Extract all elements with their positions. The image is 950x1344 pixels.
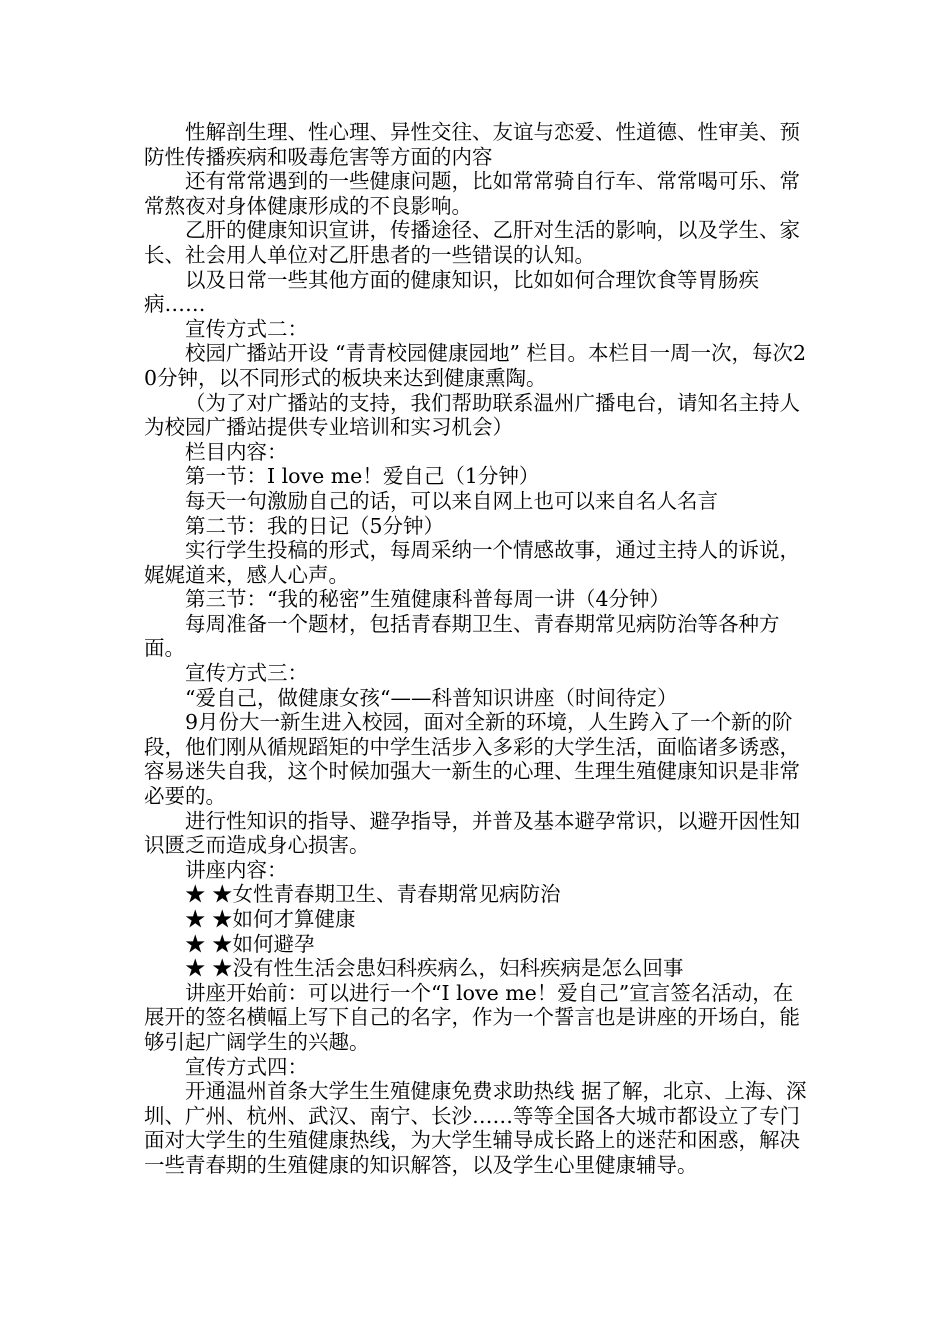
section-label: 栏目内容： xyxy=(185,439,288,464)
paragraph: 第二节：我的日记（5分钟） xyxy=(185,513,445,538)
paragraph: （为了对广播站的支持，我们帮助联系温州广播电台，请知名主持人为校园广播站提供专业培训和实习机会） xyxy=(144,390,800,440)
list-item: ★ ★如何避孕 xyxy=(185,931,315,956)
paragraph: 性解剖生理、性心理、异性交往、友谊与恋爱、性道德、性审美、预防性传播疾病和吸毒危害等方面的内容 xyxy=(144,120,800,169)
paragraph: 进行性知识的指导、避孕指导，并普及基本避孕常识，以避开因性知识匮乏而造成身心损害。 xyxy=(144,808,800,858)
paragraph: 还有常常遇到的一些健康问题，比如常常骑自行车、常常喝可乐、常常熬夜对身体健康形成的不良影响。 xyxy=(144,169,800,218)
section-heading: 宣传方式二： xyxy=(185,316,308,341)
list-item: ★ ★没有性生活会患妇科疾病么，妇科疾病是怎么回事 xyxy=(185,956,684,981)
section-heading: 宣传方式四： xyxy=(185,1054,308,1079)
document-page xyxy=(144,120,808,1178)
paragraph: 以及日常一些其他方面的健康知识，比如如何合理饮食等胃肠疾病…… xyxy=(144,267,759,317)
paragraph: “爱自己，做健康女孩“——科普知识讲座（时间待定） xyxy=(185,685,678,710)
section-heading: 宣传方式三： xyxy=(185,661,308,686)
paragraph: 9月份大一新生进入校园，面对全新的环境，人生跨入了一个新的阶段，他们刚从循规蹈矩的中学生活步入多彩的大学生活，面临诸多诱惑，容易迷失自我，这个时候加强大一新生的心理、生理生殖健康知识是非常必要的。 xyxy=(144,710,800,809)
section-label: 讲座内容： xyxy=(185,857,288,882)
paragraph: 开通温州首条大学生生殖健康免费求助热线 据了解，北京、上海、深圳、广州、杭州、武汉、南宁、长沙……等等全国各大城市都设立了专门面对大学生的生殖健康热线，为大学生辅导成长路上的迷茫和困惑，解决一些青春期的生殖健康的知识解答，以及学生心里健康辅导。 xyxy=(144,1079,807,1177)
paragraph: 讲座开始前：可以进行一个“I love me！爱自己”宣言签名活动，在展开的签名横幅上写下自己的名字，作为一个誓言也是讲座的开场白，能够引起广阔学生的兴趣。 xyxy=(144,980,800,1054)
paragraph: 乙肝的健康知识宣讲，传播途径、乙肝对生活的影响，以及学生、家长、社会用人单位对乙肝患者的一些错误的认知。 xyxy=(144,218,800,267)
paragraph: 每天一句激励自己的话，可以来自网上也可以来自名人名言 xyxy=(185,488,718,513)
list-item: ★ ★如何才算健康 xyxy=(185,907,356,931)
paragraph: 第一节：I love me！爱自己（1分钟） xyxy=(185,464,540,489)
paragraph: 每周准备一个题材，包括青春期卫生、青春期常见病防治等各种方面。 xyxy=(144,611,780,661)
paragraph: 第三节：“我的秘密”生殖健康科普每周一讲（4分钟） xyxy=(185,587,671,612)
list-item: ★ ★女性青春期卫生、青春期常见病防治 xyxy=(185,882,561,907)
paragraph: 校园广播站开设 “青青校园健康园地” 栏目。本栏目一周一次，每次20分钟，以不同形式的板块来达到健康熏陶。 xyxy=(144,341,807,390)
paragraph: 实行学生投稿的形式，每周采纳一个情感故事，通过主持人的诉说，娓娓道来，感人心声。 xyxy=(144,538,800,587)
